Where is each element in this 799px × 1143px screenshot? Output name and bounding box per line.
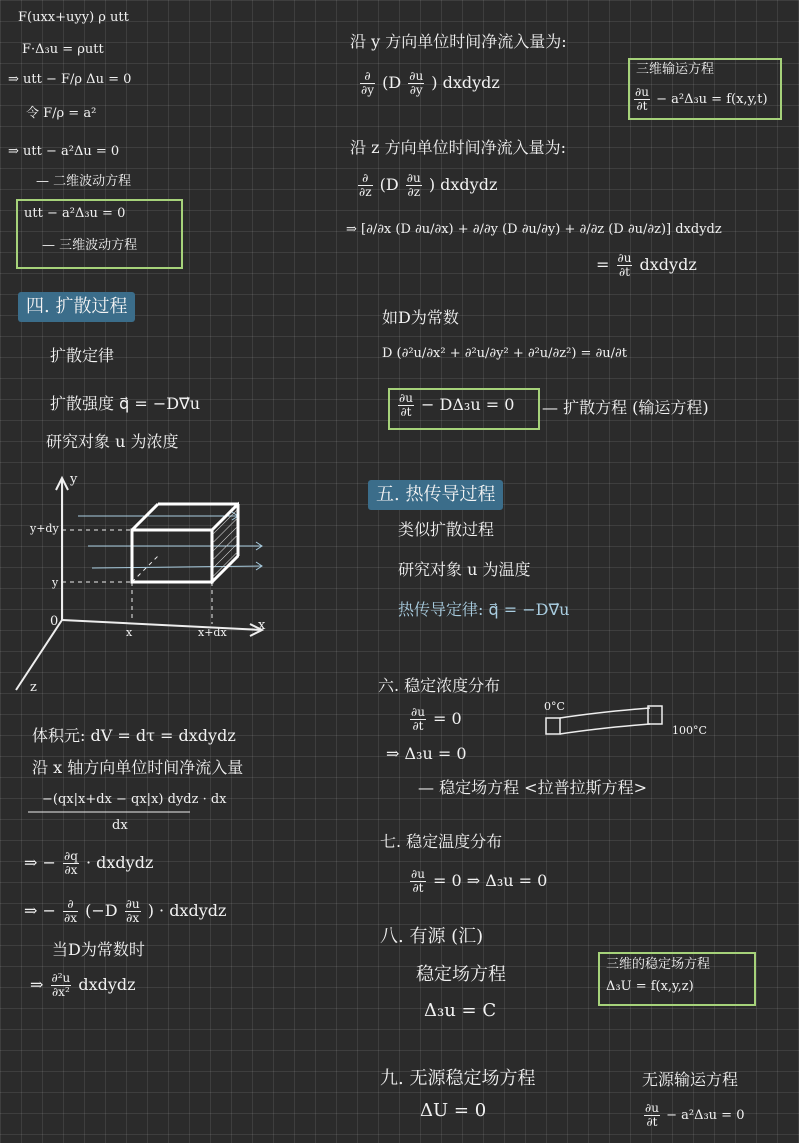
note-line-3: ⇒ utt − F/ρ Δu = 0 <box>8 72 132 87</box>
section-5-heading: 五. 热传导过程 <box>368 480 503 510</box>
diffusion-strength: 扩散强度 q⃗ = −D∇⃗u <box>50 394 201 413</box>
diffusion-equation-note: — 扩散方程 (输运方程) <box>542 398 709 417</box>
section-4-heading: 四. 扩散过程 <box>18 292 135 322</box>
heat-conduction-law: 热传导定律: q⃗ = −D∇⃗u <box>398 600 570 619</box>
fig-y-tick: y <box>52 576 59 589</box>
transport-equation-title: 三维输运方程 <box>636 62 715 77</box>
steady-temperature-condition: $\frac{\partial u}{\partial t}$ = 0 ⇒ Δ₃u = 0 <box>411 867 548 895</box>
section-8-heading: 八. 有源 (汇) <box>380 926 484 947</box>
diffusion-law-label: 扩散定律 <box>50 346 115 365</box>
laplace-equation-result: ⇒ Δ₃u = 0 <box>386 744 467 763</box>
diffusion-equation: $\frac{\partial u}{\partial t}$ − DΔ₃u = 0 <box>399 391 515 419</box>
fig-y-axis-label: y <box>70 472 78 487</box>
poisson-equation: Δ₃u = C <box>424 1000 497 1021</box>
wave-equation-3d: utt − a²Δ₃u = 0 <box>24 206 126 221</box>
steady-field-note: — 稳定场方程 <拉普拉斯方程> <box>418 778 647 797</box>
total-flow-sum: ⇒ [∂/∂x (D ∂u/∂x) + ∂/∂y (D ∂u/∂y) + ∂/∂z (D ∂u/∂z)] dxdydz <box>346 222 722 237</box>
note-line-2: F·Δ₃u = ρutt <box>22 42 104 57</box>
fig-x-axis-label: x <box>258 618 266 633</box>
rod-left-temperature: 0°C <box>544 700 565 713</box>
x-flow-numerator: −(qx|x+dx − qx|x) dydz · dx <box>42 792 227 807</box>
transport-equation: $\frac{\partial u}{\partial t}$ − a²Δ₃u = f(x,y,t) <box>635 85 768 113</box>
fig-z-axis-label: z <box>30 680 37 695</box>
section-7-heading: 七. 稳定温度分布 <box>380 832 503 851</box>
z-flow-label: 沿 z 方向单位时间净流入量为: <box>350 138 566 157</box>
y-flow-label: 沿 y 方向单位时间净流入量为: <box>350 32 567 51</box>
wave-equation-note: — 三维波动方程 <box>42 238 138 253</box>
step-1: ⇒ − $\frac{\partial q}{\partial x}$ · dxdydz <box>24 849 154 877</box>
section-6-heading: 六. 稳定浓度分布 <box>378 676 501 695</box>
fig-ydy-tick: y+dy <box>30 522 59 535</box>
fig-origin: 0 <box>50 614 59 629</box>
laplacian-equation: D (∂²u/∂x² + ∂²u/∂y² + ∂²u/∂z²) = ∂u/∂t <box>382 346 627 361</box>
similar-to-diffusion: 类似扩散过程 <box>398 520 495 539</box>
step-3: ⇒ $\frac{\text{∂²u}}{\text{∂x²}}$ dxdydz <box>30 971 136 999</box>
total-flow-equals: = $\frac{\partial u}{\partial t}$ dxdydz <box>596 251 697 279</box>
steady-field-equation-label: 稳定场方程 <box>416 964 506 985</box>
note-line-1: F(uxx+uyy) ρ utt <box>18 10 129 25</box>
z-flow-expression: $\frac{\partial}{\partial z}$ (D $\frac{\partial u}{\partial z}$ ) dxdydz <box>359 171 498 199</box>
note-line-6: — 二维波动方程 <box>36 174 132 189</box>
steady-field-box-title: 三维的稳定场方程 <box>606 957 711 972</box>
study-object-temperature: 研究对象 u 为温度 <box>398 560 531 579</box>
note-line-5: ⇒ utt − a²Δu = 0 <box>8 144 120 159</box>
rod-right-temperature: 100°C <box>672 724 707 737</box>
sourceless-transport-equation: $\frac{\partial u}{\partial t}$ − a²Δ₃u = 0 <box>645 1101 745 1129</box>
note-line-4: 令 F/ρ = a² <box>26 106 97 121</box>
fig-xdx-tick: x+dx <box>198 626 227 639</box>
steady-concentration-condition: $\frac{\partial u}{\partial t}$ = 0 <box>411 705 462 733</box>
d-constant-note: 当D为常数时 <box>52 940 145 959</box>
y-flow-expression: $\frac{\partial}{\partial y}$ (D $\frac{\partial u}{\partial y}$ ) dxdydz <box>361 69 500 97</box>
fig-x-tick: x <box>126 626 133 639</box>
x-flow-denominator: dx <box>112 818 128 833</box>
sourceless-steady-equation: ΔU = 0 <box>420 1100 487 1121</box>
d-constant-condition: 如D为常数 <box>382 308 459 327</box>
sourceless-transport-title: 无源输运方程 <box>642 1070 739 1089</box>
steady-field-box-equation: Δ₃U = f(x,y,z) <box>606 979 694 994</box>
x-flow-label: 沿 x 轴方向单位时间净流入量 <box>32 758 244 777</box>
step-2: ⇒ − $\frac{\partial}{\partial x}$ (−D $\frac{\partial u}{\partial x}$ ) · dxdydz <box>24 897 227 925</box>
section-9-heading: 九. 无源稳定场方程 <box>380 1068 536 1089</box>
volume-element: 体积元: dV = dτ = dxdydz <box>32 726 236 745</box>
study-object-concentration: 研究对象 u 为浓度 <box>46 432 179 451</box>
